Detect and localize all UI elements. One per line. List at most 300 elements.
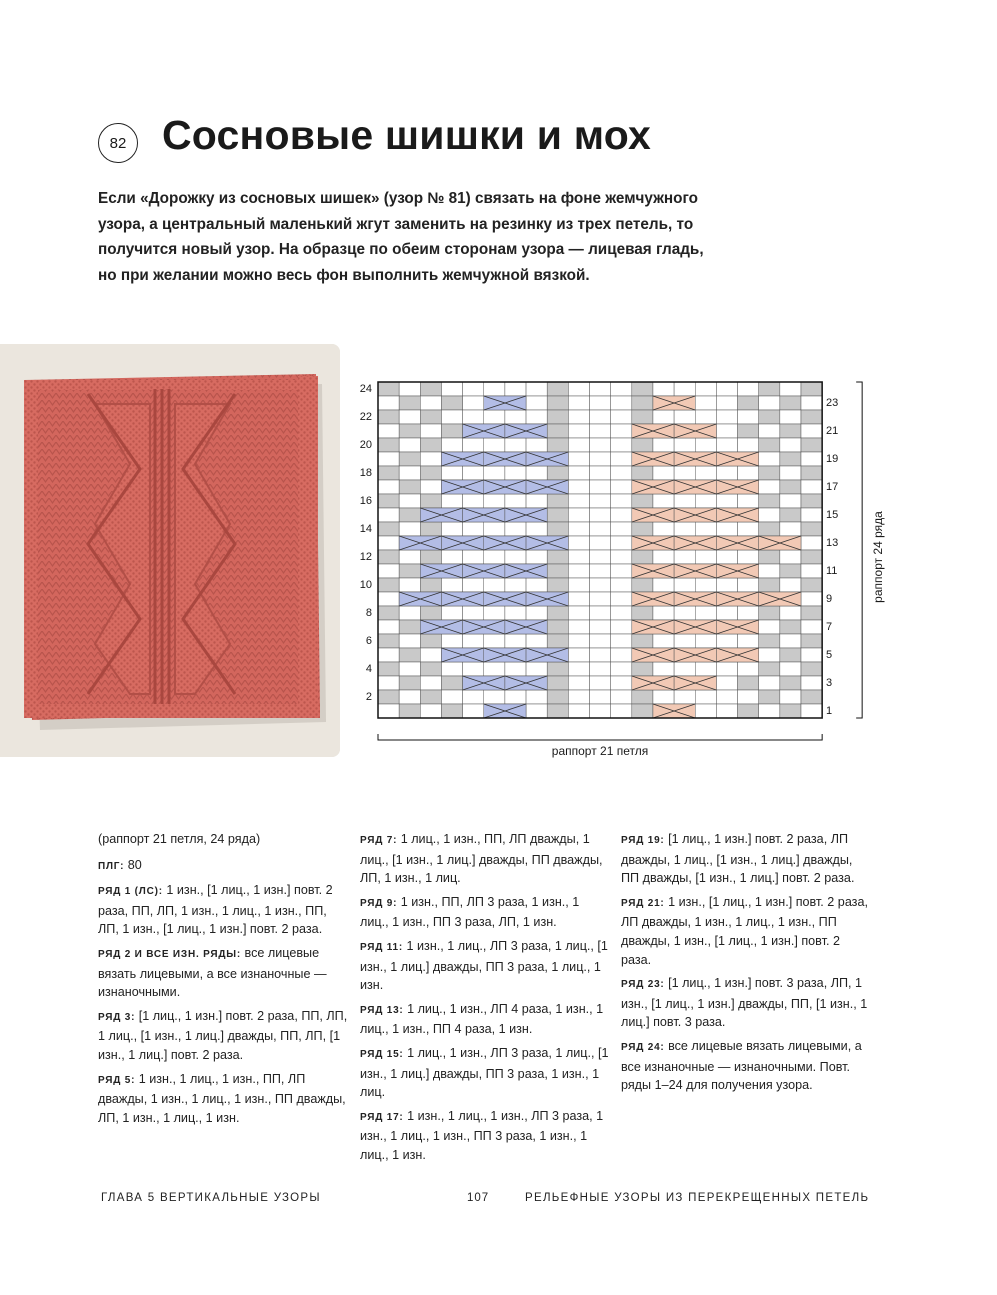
chart-cell	[420, 550, 441, 564]
chart-cell	[759, 396, 780, 410]
chart-cell	[484, 550, 505, 564]
row-label: 16	[359, 495, 372, 507]
chart-cell	[420, 494, 441, 508]
intro-line: получится новый узор. На образце по обеим сторонам узора — лицевая гладь,	[98, 241, 704, 259]
chart-cell	[738, 410, 759, 424]
chart-cell	[611, 536, 632, 550]
chart-cell	[526, 396, 547, 410]
chart-cell	[801, 690, 822, 704]
chart-cell	[420, 438, 441, 452]
chart-cell	[420, 578, 441, 592]
chart-cell	[653, 494, 674, 508]
chart-cell	[759, 620, 780, 634]
chart-cell	[505, 662, 526, 676]
chart-cell	[568, 578, 589, 592]
chart-cell	[611, 690, 632, 704]
chart-cell	[632, 606, 653, 620]
chart-cell	[695, 606, 716, 620]
chart-cell	[801, 676, 822, 690]
chart-cell	[526, 410, 547, 424]
chart-cell	[378, 382, 399, 396]
chart-cell	[463, 690, 484, 704]
chart-cell	[716, 396, 737, 410]
chart-cell	[674, 466, 695, 480]
chart-cell	[780, 382, 801, 396]
chart-cell	[716, 704, 737, 718]
chart-cell	[632, 438, 653, 452]
chart-cell	[780, 480, 801, 494]
chart-cell	[378, 410, 399, 424]
chart-cell	[547, 634, 568, 648]
chart-cell	[759, 522, 780, 536]
chart-cell	[674, 690, 695, 704]
chart-cell	[801, 536, 822, 550]
chart-cell	[505, 606, 526, 620]
chart-cell	[441, 550, 462, 564]
chart-cell	[653, 634, 674, 648]
chart-cell	[674, 662, 695, 676]
chart-cell	[611, 592, 632, 606]
chart-cell	[780, 522, 801, 536]
chart-cell	[378, 690, 399, 704]
chart-cell	[526, 606, 547, 620]
chart-cell	[378, 564, 399, 578]
chart-cell	[463, 606, 484, 620]
chart-cell	[526, 494, 547, 508]
chart-cell	[780, 494, 801, 508]
right-row-labels	[826, 370, 846, 718]
chart-cell	[463, 634, 484, 648]
chart-cell	[780, 662, 801, 676]
instructions-column-1	[98, 830, 348, 1132]
chart-cell	[801, 410, 822, 424]
row-label: 19	[826, 453, 839, 465]
chart-cell	[674, 606, 695, 620]
intro-line: узора, а центральный маленький жгут заменить на резинку из трех петель, то	[98, 215, 694, 233]
chart-cell	[568, 550, 589, 564]
chart-cell	[738, 578, 759, 592]
chart-cell	[378, 466, 399, 480]
chart-cell	[505, 522, 526, 536]
repeat-rows-bracket	[856, 382, 862, 718]
chart-cell	[759, 466, 780, 480]
chart-cell	[611, 410, 632, 424]
chart-cell	[780, 690, 801, 704]
footer-chapter: ГЛАВА 5 ВЕРТИКАЛЬНЫЕ УЗОРЫ	[101, 1192, 321, 1204]
chart-cell	[590, 550, 611, 564]
repeat-stitches-label: раппорт 21 петля	[551, 744, 649, 758]
chart-cell	[632, 578, 653, 592]
chart-cell	[399, 676, 420, 690]
chart-cell	[526, 466, 547, 480]
chart-cell	[399, 522, 420, 536]
chart-cell	[590, 676, 611, 690]
chart-cell	[611, 564, 632, 578]
chart-cell	[378, 396, 399, 410]
chart-cell	[568, 396, 589, 410]
chart-cell	[759, 508, 780, 522]
chart-cell	[441, 578, 462, 592]
chart-cell	[441, 424, 462, 438]
chart-cell	[590, 536, 611, 550]
chart-cell	[590, 382, 611, 396]
chart-cell	[674, 550, 695, 564]
chart-cell	[611, 522, 632, 536]
chart-cell	[611, 634, 632, 648]
chart-cell	[801, 480, 822, 494]
chart-cell	[547, 396, 568, 410]
chart-cell	[399, 620, 420, 634]
chart-cell	[759, 438, 780, 452]
chart-cell	[378, 550, 399, 564]
chart-cell	[547, 578, 568, 592]
chart-cell	[484, 634, 505, 648]
chart-cell	[399, 382, 420, 396]
row-label: 20	[359, 439, 372, 451]
chart-cell	[441, 522, 462, 536]
chart-cell	[378, 494, 399, 508]
chart-cell	[738, 466, 759, 480]
chart-cell	[632, 382, 653, 396]
chart-cell	[738, 550, 759, 564]
chart-cell	[399, 396, 420, 410]
chart-cell	[780, 550, 801, 564]
instruction-item: (раппорт 21 петля, 24 ряда)	[98, 832, 261, 846]
instruction-item: РЯД 5: 1 изн., 1 лиц., 1 изн., ПП, ЛП дважды, 1 изн., 1 лиц., 1 изн., ПП дважды, ЛП, 1 изн., 1 лиц., 1 изн.	[98, 1071, 346, 1125]
chart-cell	[378, 452, 399, 466]
row-label: 12	[359, 551, 372, 563]
instruction-item: РЯД 1 (ЛС): 1 изн., [1 лиц., 1 изн.] повт. 2 раза, ПП, ЛП, 1 изн., 1 лиц., 1 изн., ПП, ЛП, 1 изн., [1 лиц., 1 изн.] повт. 2 раза.	[98, 883, 333, 937]
chart-cell	[695, 522, 716, 536]
chart-cell	[780, 424, 801, 438]
chart-cell	[738, 606, 759, 620]
chart-cell	[695, 634, 716, 648]
chart-cell	[738, 522, 759, 536]
row-label: 24	[359, 383, 372, 395]
instruction-item: РЯД 23: [1 лиц., 1 изн.] повт. 3 раза, ЛП, 1 изн., [1 лиц., 1 изн.] дважды, ПП, [1 изн., 1 лиц.] повт. 3 раза.	[621, 976, 868, 1030]
chart-cell	[653, 438, 674, 452]
chart-cell	[801, 606, 822, 620]
chart-cell	[801, 438, 822, 452]
chart-cell	[399, 466, 420, 480]
chart-cell	[547, 508, 568, 522]
chart-cell	[716, 494, 737, 508]
chart-cell	[547, 564, 568, 578]
chart-cell	[568, 424, 589, 438]
chart-cell	[611, 438, 632, 452]
chart-cell	[780, 564, 801, 578]
chart-cell	[695, 396, 716, 410]
instruction-item: РЯД 15: 1 лиц., 1 изн., ЛП 3 раза, 1 лиц., [1 изн., 1 лиц.] дважды, ПП 3 раза, 1 изн., 1 лиц.	[360, 1045, 609, 1100]
chart-cell	[378, 578, 399, 592]
chart-cell	[780, 508, 801, 522]
intro-line: Если «Дорожку из сосновых шишек» (узор № 81) связать на фоне жемчужного	[98, 190, 699, 207]
chart-cell	[420, 522, 441, 536]
row-label: 17	[826, 481, 839, 493]
chart-cell	[738, 690, 759, 704]
instruction-item: РЯД 19: [1 лиц., 1 изн.] повт. 2 раза, ЛП дважды, 1 лиц., [1 изн., 1 лиц.] дважды, ПП дважды, [1 изн., 1 лиц.] повт. 2 раза.	[621, 832, 855, 886]
chart-cell	[759, 410, 780, 424]
chart-cell	[611, 382, 632, 396]
chart-cell	[759, 606, 780, 620]
chart-cell	[674, 410, 695, 424]
chart-cell	[759, 564, 780, 578]
chart-cell	[695, 704, 716, 718]
chart-cell	[547, 522, 568, 536]
chart-cell	[547, 690, 568, 704]
chart-cell	[632, 704, 653, 718]
chart-cell	[590, 438, 611, 452]
chart-cell	[780, 438, 801, 452]
row-label: 21	[826, 425, 839, 437]
chart-cell	[568, 592, 589, 606]
chart-cell	[568, 494, 589, 508]
chart-cell	[420, 382, 441, 396]
footer-section: РЕЛЬЕФНЫЕ УЗОРЫ ИЗ ПЕРЕКРЕЩЕННЫХ ПЕТЕЛЬ	[525, 1192, 870, 1204]
chart-cell	[759, 634, 780, 648]
chart-cell	[801, 452, 822, 466]
chart-cell	[590, 522, 611, 536]
chart-cell	[568, 508, 589, 522]
row-label: 23	[826, 397, 839, 409]
chart-cell	[801, 620, 822, 634]
chart-cell	[526, 550, 547, 564]
chart-cell	[399, 494, 420, 508]
chart-cell	[759, 452, 780, 466]
chart-cell	[441, 662, 462, 676]
chart-cell	[568, 676, 589, 690]
chart-cell	[378, 634, 399, 648]
knit-swatch-photo	[0, 344, 340, 757]
chart-cell	[653, 578, 674, 592]
chart-cell	[716, 424, 737, 438]
page-number: 107	[467, 1192, 490, 1204]
chart-cell	[653, 690, 674, 704]
chart-cell	[568, 564, 589, 578]
chart-cell	[674, 438, 695, 452]
chart-cell	[801, 578, 822, 592]
chart-cell	[420, 606, 441, 620]
instruction-item: РЯД 7: 1 лиц., 1 изн., ПП, ЛП дважды, 1 лиц., [1 изн., 1 лиц.] дважды, ПП дважды, ЛП, 1 изн., 1 лиц.	[360, 832, 603, 886]
chart-cell	[547, 606, 568, 620]
chart-cell	[547, 494, 568, 508]
chart-cell	[463, 578, 484, 592]
chart-cell	[674, 494, 695, 508]
chart-cell	[801, 648, 822, 662]
chart-cell	[695, 466, 716, 480]
chart-cell	[674, 382, 695, 396]
instruction-item: РЯД 11: 1 изн., 1 лиц., ЛП 3 раза, 1 лиц., [1 изн., 1 лиц.] дважды, ПП 3 раза, 1 лиц., 1 изн.	[360, 938, 608, 993]
row-label: 5	[826, 649, 833, 661]
chart-cell	[547, 382, 568, 396]
chart-cell	[568, 536, 589, 550]
chart-cell	[801, 382, 822, 396]
chart-cell	[568, 606, 589, 620]
row-label: 2	[365, 691, 372, 703]
chart-cell	[759, 648, 780, 662]
chart-cell	[590, 690, 611, 704]
chart-cell	[780, 578, 801, 592]
chart-cell	[780, 452, 801, 466]
chart-cell	[759, 382, 780, 396]
chart-cell	[463, 550, 484, 564]
chart-cell	[399, 410, 420, 424]
chart-cell	[399, 648, 420, 662]
row-label: 11	[826, 565, 838, 577]
chart-cell	[484, 606, 505, 620]
repeat-rows-label: раппорт 24 ряда	[871, 511, 885, 603]
chart-cell	[611, 606, 632, 620]
chart-cell	[674, 578, 695, 592]
chart-cell	[399, 508, 420, 522]
chart-cell	[463, 662, 484, 676]
chart-cell	[632, 466, 653, 480]
instruction-item: РЯД 9: 1 изн., ПП, ЛП 3 раза, 1 изн., 1 лиц., 1 изн., ПП 3 раза, ЛП, 1 изн.	[360, 894, 580, 930]
chart-cell	[759, 578, 780, 592]
chart-cell	[611, 480, 632, 494]
chart-cell	[759, 662, 780, 676]
chart-cell	[780, 396, 801, 410]
chart-cell	[695, 550, 716, 564]
chart-cell	[378, 522, 399, 536]
chart-cell	[716, 634, 737, 648]
instruction-item: РЯД 2 И ВСЕ ИЗН. РЯДЫ: все лицевые вязать лицевыми, а все изнаночные — изнаночными.	[98, 945, 327, 1000]
chart-cell	[399, 438, 420, 452]
left-row-labels	[352, 370, 372, 718]
chart-cell	[441, 676, 462, 690]
chart-cell	[653, 410, 674, 424]
chart-cell	[590, 508, 611, 522]
chart-cell	[590, 480, 611, 494]
chart-cell	[399, 480, 420, 494]
chart-cell	[399, 550, 420, 564]
chart-cell	[590, 410, 611, 424]
chart-cell	[695, 438, 716, 452]
chart-cell	[653, 550, 674, 564]
chart-cell	[590, 578, 611, 592]
chart-cell	[759, 676, 780, 690]
instruction-item: РЯД 3: [1 лиц., 1 изн.] повт. 2 раза, ПП, ЛП, 1 лиц., [1 изн., 1 лиц.] дважды, ПП, ЛП, [1 изн., 1 лиц.] повт. 2 раза.	[98, 1008, 348, 1062]
intro-paragraph	[98, 186, 738, 288]
chart-cell	[526, 704, 547, 718]
chart-cell	[801, 592, 822, 606]
chart-cell	[441, 438, 462, 452]
chart-cell	[590, 620, 611, 634]
chart-cell	[695, 662, 716, 676]
chart-cell	[568, 438, 589, 452]
chart-cell	[441, 382, 462, 396]
chart-cell	[399, 662, 420, 676]
chart-cell	[568, 662, 589, 676]
chart-cell	[378, 480, 399, 494]
chart-cell	[420, 662, 441, 676]
chart-cell	[632, 410, 653, 424]
chart-cell	[484, 662, 505, 676]
chart-cell	[420, 676, 441, 690]
row-label: 18	[359, 467, 372, 479]
row-label: 13	[826, 537, 839, 549]
chart-cell	[716, 438, 737, 452]
chart-cell	[590, 452, 611, 466]
chart-cell	[801, 508, 822, 522]
chart-cell	[568, 690, 589, 704]
chart-cell	[780, 648, 801, 662]
chart-cell	[463, 494, 484, 508]
chart-cell	[547, 620, 568, 634]
chart-cell	[505, 410, 526, 424]
chart-cell	[801, 662, 822, 676]
chart-cell	[420, 410, 441, 424]
chart-cell	[738, 424, 759, 438]
row-label: 15	[826, 509, 839, 521]
chart-cell	[420, 704, 441, 718]
row-label: 9	[826, 593, 833, 605]
chart-cell	[716, 606, 737, 620]
chart-cell	[399, 606, 420, 620]
chart-cell	[716, 662, 737, 676]
chart-cell	[420, 690, 441, 704]
chart-cell	[505, 466, 526, 480]
chart-cell	[568, 410, 589, 424]
chart-cell	[378, 648, 399, 662]
chart-cell	[399, 634, 420, 648]
chart-cell	[801, 704, 822, 718]
chart-cell	[611, 578, 632, 592]
chart-cell	[484, 690, 505, 704]
chart-cell	[568, 634, 589, 648]
chart-cell	[590, 606, 611, 620]
chart-cell	[378, 536, 399, 550]
intro-line: но при желании можно весь фон выполнить жемчужной вязкой.	[98, 266, 590, 284]
chart-cell	[568, 382, 589, 396]
chart-cell	[484, 438, 505, 452]
chart-cell	[399, 564, 420, 578]
knitting-chart	[340, 370, 885, 765]
chart-cell	[378, 592, 399, 606]
chart-cell	[547, 704, 568, 718]
chart-cell	[716, 550, 737, 564]
chart-cell	[590, 648, 611, 662]
chart-cell	[526, 438, 547, 452]
chart-cell	[568, 620, 589, 634]
chart-cell	[463, 410, 484, 424]
chart-cell	[420, 466, 441, 480]
chart-cell	[738, 382, 759, 396]
chart-cell	[738, 438, 759, 452]
chart-cell	[632, 550, 653, 564]
chart-cell	[738, 662, 759, 676]
chart-cell	[738, 634, 759, 648]
chart-cell	[526, 662, 547, 676]
chart-cell	[378, 606, 399, 620]
chart-cell	[738, 396, 759, 410]
chart-cell	[780, 620, 801, 634]
chart-cell	[484, 522, 505, 536]
chart-cell	[420, 396, 441, 410]
chart-cell	[759, 424, 780, 438]
chart-cell	[568, 704, 589, 718]
chart-cell	[632, 396, 653, 410]
chart-cell	[611, 620, 632, 634]
chart-cell	[378, 676, 399, 690]
chart-cell	[441, 634, 462, 648]
chart-cell	[463, 438, 484, 452]
chart-cell	[568, 522, 589, 536]
chart-cell	[399, 578, 420, 592]
instruction-item: РЯД 17: 1 изн., 1 лиц., 1 изн., ЛП 3 раза, 1 изн., 1 лиц., 1 изн., ПП 3 раза, 1 изн., 1 лиц., 1 изн.	[360, 1108, 604, 1162]
chart-cell	[801, 424, 822, 438]
chart-cell	[568, 648, 589, 662]
